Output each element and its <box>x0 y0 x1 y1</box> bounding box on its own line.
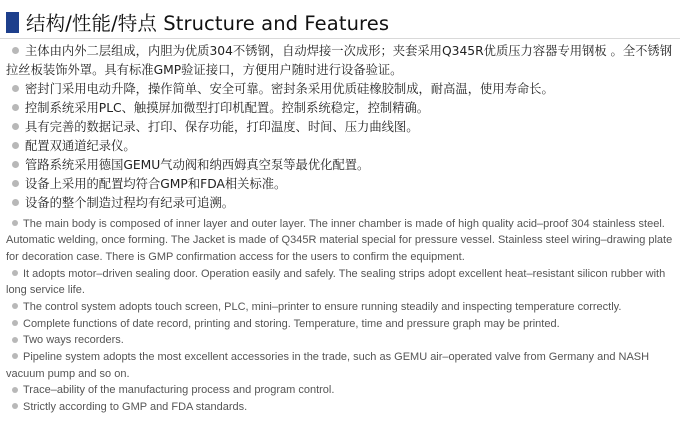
feature-item-cn <box>6 99 674 118</box>
feature-text-cn: 设备上采用的配置均符合GMP和FDA相关标准。 <box>25 177 287 191</box>
feature-text-cn: 主体由内外二层组成，内胆为优质304不锈钢，自动焊接一次成形；夹套采用Q345R优质压力容器专用钢板 。全不锈钢拉丝板装饰外罩。具有标准GMP验证接口，方便用户随时进行设备验证。 <box>6 44 673 77</box>
header-divider <box>0 38 680 39</box>
bullet-icon <box>12 142 19 149</box>
title-marker <box>6 12 19 33</box>
bullet-icon <box>12 161 19 168</box>
feature-text-cn: 设备的整个制造过程均有纪录可追溯。 <box>25 196 235 210</box>
bullet-icon <box>12 104 19 111</box>
feature-text-en: Trace–ability of the manufacturing process and program control. <box>23 384 335 397</box>
bullet-icon <box>12 303 18 309</box>
feature-text-en: Complete functions of date record, printing and storing. Temperature, time and pressure graph may be printed. <box>23 317 560 330</box>
feature-text-cn: 控制系统采用PLC、触摸屏加微型打印机配置。控制系统稳定，控制精确。 <box>25 101 430 115</box>
feature-text-en: Strictly according to GMP and FDA standards. <box>23 401 248 414</box>
feature-text-cn: 具有完善的数据记录、打印、保存功能，打印温度、时间、压力曲线图。 <box>25 120 419 134</box>
feature-text-en: Two ways recorders. <box>23 334 124 347</box>
feature-text-cn: 密封门采用电动升降，操作简单、安全可靠。密封条采用优质硅橡胶制成，耐高温，使用寿命长。 <box>25 82 554 96</box>
bullet-icon <box>12 123 19 130</box>
bullet-icon <box>12 199 19 206</box>
feature-item-en <box>6 399 674 415</box>
bullet-icon <box>12 353 18 359</box>
page-title: 结构/性能/特点 Structure and Features <box>26 12 390 35</box>
bullet-icon <box>12 337 18 343</box>
feature-item-en <box>6 266 674 299</box>
features-list-chinese <box>6 42 674 213</box>
section-header <box>6 8 680 36</box>
feature-item-cn <box>6 137 674 156</box>
feature-text-cn: 配置双通道纪录仪。 <box>25 139 136 153</box>
feature-item-en <box>6 299 674 315</box>
feature-item-cn <box>6 194 674 213</box>
feature-text-cn: 管路系统采用德国GEMU气动阀和纳西姆真空泵等最优化配置。 <box>25 158 370 172</box>
bullet-icon <box>12 47 19 54</box>
features-list-english <box>6 216 674 416</box>
feature-item-en <box>6 382 674 398</box>
bullet-icon <box>12 270 18 276</box>
feature-text-en: It adopts motor–driven sealing door. Operation easily and safely. The sealing strips adopt excellent heat–resistant silicon rubber with long service life. <box>6 267 666 297</box>
feature-item-cn <box>6 175 674 194</box>
feature-text-en: The main body is composed of inner layer and outer layer. The inner chamber is made of high quality acid–proof 304 stainless steel. Automatic welding, once forming. The Jacket is made of Q345R material special for pressure vessel. Stainless steel wiring–drawing plate for decoration case. There is GMP confirmation access for the users to confirm the equipment. <box>6 218 673 263</box>
bullet-icon <box>12 220 18 226</box>
feature-item-en <box>6 316 674 332</box>
bullet-icon <box>12 180 19 187</box>
feature-item-cn <box>6 42 674 80</box>
bullet-icon <box>12 85 19 92</box>
feature-text-en: The control system adopts touch screen, PLC, mini–printer to ensure running steadily and inspecting temperature correctly. <box>23 300 622 313</box>
feature-item-cn <box>6 80 674 99</box>
bullet-icon <box>12 387 18 393</box>
feature-item-en <box>6 349 674 382</box>
feature-text-en: Pipeline system adopts the most excellent accessories in the trade, such as GEMU air–operated valve from Germany and NASH vacuum pump and so on. <box>6 351 650 380</box>
bullet-icon <box>12 320 18 326</box>
feature-item-en <box>6 216 674 265</box>
feature-item-cn <box>6 156 674 175</box>
bullet-icon <box>12 403 18 409</box>
feature-item-en <box>6 332 674 348</box>
feature-item-cn <box>6 118 674 137</box>
